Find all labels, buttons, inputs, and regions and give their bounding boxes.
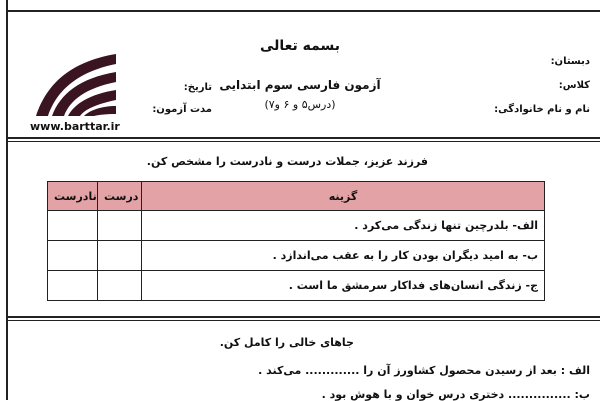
table-row [48,271,545,301]
table-row [48,241,545,271]
section2-instruction: جاهای خالی را کامل کن. [219,336,354,349]
table-header-row [48,182,545,211]
header-divider-thin [6,141,600,142]
table-row [48,211,545,241]
true-false-table [47,181,545,301]
bismillah-heading: بسمه تعالی [259,38,341,54]
section-divider-thin [6,320,600,321]
duration-label: مدت آزمون: [152,104,212,115]
class-label: کلاس: [558,80,590,91]
correct-answer-cell[interactable] [98,211,142,241]
correct-column-header: درست [98,182,142,211]
statement-text: ج- زندگی انسان‌های فداکار سرمشق ما است . [142,271,545,301]
correct-answer-cell[interactable] [98,271,142,301]
student-name-label: نام و نام خانوادگی: [494,104,590,115]
option-column-header: گزینه [142,182,545,211]
statement-text: ب- به امید دیگران بودن کار را به عقب می‌اندازد . [142,241,545,271]
statement-text: الف- بلدرچین تنها زندگی می‌کرد . [142,211,545,241]
section1-instruction: فرزند عزیز، جملات درست و نادرست را مشخص کن. [146,155,428,168]
incorrect-answer-cell[interactable] [48,211,98,241]
incorrect-answer-cell[interactable] [48,241,98,271]
fill-blank-item: الف : بعد از رسیدن محصول کشاورز آن را ............. می‌کند . [258,364,590,377]
fill-blank-item: ب: ............... دختری درس خوان و با هوش بود . [321,388,590,401]
left-border [6,0,8,400]
section-divider [6,316,600,318]
incorrect-answer-cell[interactable] [48,271,98,301]
header-divider [6,137,600,139]
correct-answer-cell[interactable] [98,241,142,271]
incorrect-column-header: نادرست [48,182,98,211]
exam-title: آزمون فارسی سوم ابتدایی [219,78,381,92]
date-label: تاریخ: [183,82,212,93]
exam-subtitle: (درس۵ و ۶ و۷) [264,98,336,111]
school-label: دبستان: [550,56,590,67]
top-border [6,10,600,12]
logo-url: www.barttar.ir [30,120,120,133]
